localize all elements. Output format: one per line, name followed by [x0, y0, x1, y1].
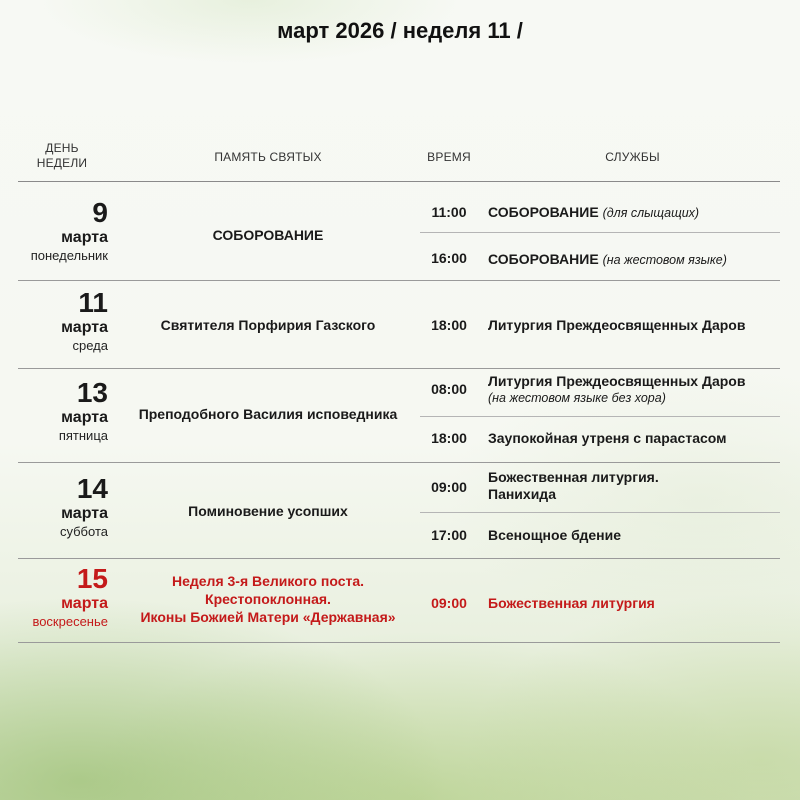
- day-number: 15: [76, 563, 108, 594]
- service-time: 18:00: [431, 430, 467, 446]
- divider: [18, 368, 780, 369]
- day-number: 11: [78, 287, 108, 318]
- saint-line: Крестопоклонная.: [205, 591, 331, 607]
- service-name: [488, 373, 788, 406]
- service-title: Литургия Преждеосвященных Даров: [488, 317, 746, 333]
- header-saints: ПАМЯТЬ СВЯТЫХ: [214, 150, 322, 164]
- service-time: 09:00: [431, 595, 467, 611]
- service-time: 11:00: [431, 204, 467, 220]
- service-name: [488, 317, 788, 334]
- day-month: марта: [61, 229, 108, 246]
- service-title: Божественная литургия: [488, 595, 655, 611]
- saint-memory: Святителя Порфирия Газского: [160, 317, 376, 333]
- service-time: 18:00: [431, 317, 467, 333]
- saint-memory: [128, 572, 408, 626]
- divider: [18, 280, 780, 281]
- header-services: СЛУЖБЫ: [605, 150, 660, 164]
- day-month: марта: [61, 319, 108, 336]
- service-time: 17:00: [431, 527, 467, 543]
- service-time: 16:00: [431, 250, 467, 266]
- service-title: СОБОРОВАНИЕ: [488, 251, 599, 267]
- service-time: 09:00: [431, 479, 467, 495]
- saint-memory: Поминовение усопших: [188, 503, 348, 519]
- service-divider: [420, 416, 780, 417]
- service-title: СОБОРОВАНИЕ: [488, 204, 599, 220]
- day-cell: [18, 288, 108, 354]
- day-weekday: пятница: [58, 428, 108, 443]
- divider: [18, 642, 780, 643]
- day-weekday: среда: [72, 338, 108, 353]
- service-note: (на жестовом языке): [602, 253, 727, 267]
- day-weekday: суббота: [59, 524, 108, 539]
- service-name: [488, 251, 788, 269]
- page-title: март 2026 / неделя 11 /: [277, 18, 523, 43]
- service-name: [488, 595, 788, 612]
- service-divider: [420, 232, 780, 233]
- day-month: марта: [61, 409, 108, 426]
- service-divider: [420, 512, 780, 513]
- service-note: (на жестовом языке без хора): [488, 391, 666, 405]
- day-weekday: воскресенье: [32, 614, 108, 629]
- day-weekday: понедельник: [30, 248, 108, 263]
- service-name: [488, 527, 788, 544]
- divider: [18, 462, 780, 463]
- day-number: 13: [76, 377, 108, 408]
- day-month: марта: [61, 595, 108, 612]
- service-note: (для слыщащих): [602, 206, 700, 220]
- saint-line: Иконы Божией Матери «Державная»: [140, 609, 396, 625]
- service-title: Заупокойная утреня с парастасом: [488, 430, 727, 446]
- service-title: Литургия Преждеосвященных Даров: [488, 373, 746, 389]
- day-cell: [18, 378, 108, 444]
- day-number: 14: [76, 473, 108, 504]
- service-name: [488, 204, 788, 222]
- service-name: [488, 430, 788, 447]
- day-month: марта: [61, 505, 108, 522]
- service-title: Божественная литургия.: [488, 469, 659, 485]
- day-cell: [18, 564, 108, 630]
- day-cell: [18, 198, 108, 264]
- saint-line: Неделя 3-я Великого поста.: [171, 573, 365, 589]
- day-number: 9: [92, 197, 108, 228]
- saint-memory: СОБОРОВАНИЕ: [212, 227, 324, 243]
- service-name: [488, 469, 788, 503]
- divider: [18, 181, 780, 182]
- service-title: Панихида: [488, 486, 556, 502]
- header-time: ВРЕМЯ: [427, 150, 471, 164]
- day-cell: [18, 474, 108, 540]
- service-time: 08:00: [431, 381, 467, 397]
- divider: [18, 558, 780, 559]
- service-title: Всенощное бдение: [488, 527, 622, 543]
- header-day: ДЕНЬ НЕДЕЛИ: [36, 141, 88, 170]
- saint-memory: Преподобного Василия исповедника: [138, 406, 398, 422]
